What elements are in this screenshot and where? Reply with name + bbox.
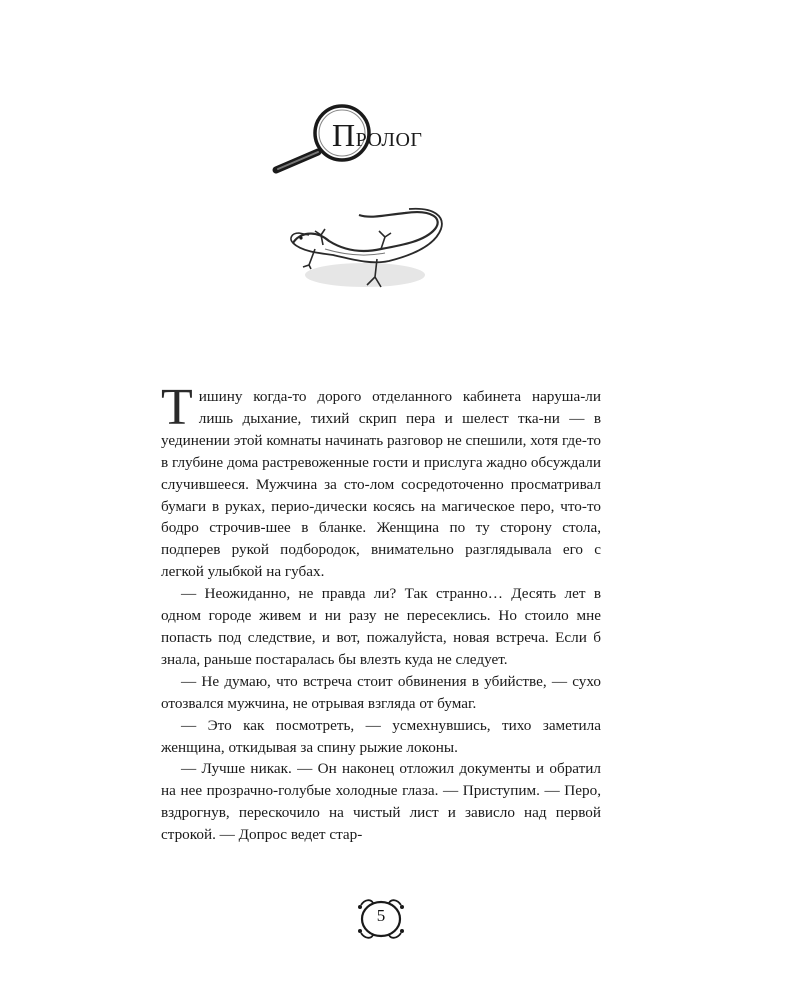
paragraph: — Это как посмотреть, — усмехнувшись, тихо заметила женщина, откидывая за спину рыжие локоны. — [161, 716, 601, 756]
paragraph: — Не думаю, что встреча стоит обвинения в убийстве, — сухо отозвался мужчина, не отрывая взгляда от бумаг. — [161, 672, 601, 712]
drop-cap: Т — [161, 379, 193, 436]
body-text — [161, 379, 601, 846]
chapter-title-first-letter: П — [332, 117, 356, 153]
paragraph: Тишину когда-то дорого отделанного кабинета наруша-ли лишь дыхание, тихий скрип пера и шелест тка-ни — в уединении этой комнаты начинать разговор не спешили, хотя где-то в глубине дома растревоженные гости и прислуга жадно обсуждали случившееся. Мужчина за сто-лом сосредоточенно просматривал бумаги в руках, перио-дически косясь на магическое перо, что-то бодро строчив-шее в бланке. Женщина по ту сторону стола, подперев рукой подбородок, внимательно разглядывала его с легкой улыбкой на губах. — [161, 379, 601, 581]
chapter-title — [332, 117, 423, 154]
paragraph: — Неожиданно, не правда ли? Так странно… Десять лет в одном городе живем и ни разу не пересеклись. Но стоило мне попасть под следствие, и вот, пожалуйста, новая встреча. Если б знала, раньше постаралась бы влезть куда не следует. — [161, 585, 601, 668]
paragraph: — Лучше никак. — Он наконец отложил документы и обратил на нее прозрачно-голубые холодные глаза. — Приступим. — Перо, вздрогнув, перескочило на чистый лист и зависло над первой строкой. — Допрос ведет стар- — [161, 760, 601, 844]
magnifying-glass-icon — [0, 0, 800, 200]
page-number: 5 — [376, 906, 386, 925]
lizard-illustration-icon — [285, 205, 455, 305]
chapter-title-rest: ролог — [355, 121, 423, 153]
